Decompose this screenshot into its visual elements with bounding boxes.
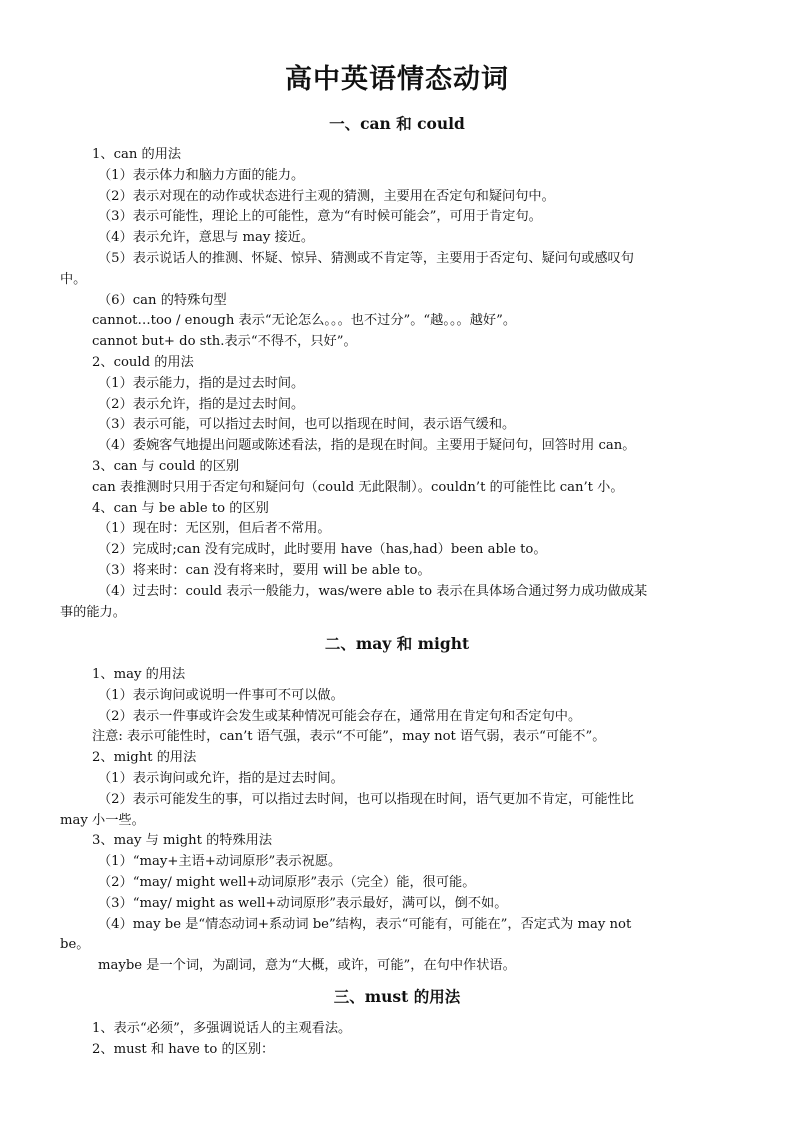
text-line: 3、can 与 could 的区别 <box>92 459 240 474</box>
text-line: 2、could 的用法 <box>92 355 194 370</box>
text-line: 4、can 与 be able to 的区别 <box>92 501 269 516</box>
text-line: cannot…too / enough 表示“无论怎么。。。也不过分”。“越。。。越好”。 <box>92 313 517 328</box>
document-title: 高中英语情态动词 <box>285 64 509 95</box>
section-heading-can-could: 一、can 和 could <box>329 114 465 133</box>
text-line: （4）委婉客气地提出问题或陈述看法，指的是现在时间。主要用于疑问句，回答时用 can。 <box>98 438 636 453</box>
text-line: （2）“may/ might well+动词原形”表示（完全）能，很可能。 <box>98 875 476 890</box>
section-heading-may-might: 二、may 和 might <box>324 634 470 653</box>
section-heading-must: 三、must 的用法 <box>333 987 461 1006</box>
text-line: （2）表示可能发生的事，可以指过去时间，也可以指现在时间，语气更加不肯定，可能性比 <box>98 792 634 807</box>
text-line: （1）“may+主语+动词原形”表示祝愿。 <box>98 854 342 869</box>
text-line: （5）表示说话人的推测、怀疑、惊异、猜测或不肯定等，主要用于否定句、疑问句或感叹句 <box>98 251 634 266</box>
text-line: （4）表示允许，意思与 may 接近。 <box>98 230 315 245</box>
text-line: （3）表示可能，可以指过去时间，也可以指现在时间，表示语气缓和。 <box>98 417 516 432</box>
text-line: may 小一些。 <box>60 813 145 828</box>
text-line: （1）现在时：无区别，但后者不常用。 <box>98 521 331 536</box>
text-line: （2）表示允许，指的是过去时间。 <box>98 397 305 412</box>
text-line: （2）完成时;can 没有完成时，此时要用 have（has,had）been able to。 <box>98 542 547 557</box>
text-line: （4）may be 是“情态动词+系动词 be”结构，表示“可能有，可能在”，否定式为 may not <box>98 917 632 932</box>
text-line: （1）表示能力，指的是过去时间。 <box>98 376 305 391</box>
text-line: （2）表示一件事或许会发生或某种情况可能会存在，通常用在肯定句和否定句中。 <box>98 709 582 724</box>
text-line: （2）表示对现在的动作或状态进行主观的猜测，主要用在否定句和疑问句中。 <box>98 189 555 204</box>
text-line: （1）表示询问或允许，指的是过去时间。 <box>98 771 344 786</box>
text-line: 1、表示“必须”，多强调说话人的主观看法。 <box>92 1021 352 1036</box>
text-line: 2、must 和 have to 的区别： <box>92 1042 275 1057</box>
text-line: can 表推测时只用于否定句和疑问句（could 无此限制）。couldn’t 的可能性比 can’t 小。 <box>92 480 624 495</box>
text-line: （6）can 的特殊句型 <box>98 293 227 308</box>
text-line: cannot but+ do sth.表示“不得不，只好”。 <box>92 334 357 349</box>
text-line: 事的能力。 <box>60 605 126 620</box>
text-line: 1、can 的用法 <box>92 147 182 162</box>
text-line: 2、might 的用法 <box>92 750 197 765</box>
text-line: （1）表示体力和脑力方面的能力。 <box>98 168 305 183</box>
text-line: maybe 是一个词，为副词，意为“大概，或许，可能”，在句中作状语。 <box>98 958 516 973</box>
text-line: （3）将来时：can 没有将来时，要用 will be able to。 <box>98 563 431 578</box>
text-line: （1）表示询问或说明一件事可不可以做。 <box>98 688 344 703</box>
text-line: （3）表示可能性，理论上的可能性，意为“有时候可能会”，可用于肯定句。 <box>98 209 542 224</box>
text-line: 3、may 与 might 的特殊用法 <box>92 833 273 848</box>
text-line: （3）“may/ might as well+动词原形”表示最好，满可以，倒不如。 <box>98 896 508 911</box>
text-line: be。 <box>60 937 90 952</box>
text-line: 注意: 表示可能性时，can’t 语气强，表示“不可能”，may not 语气弱，表示“可能不”。 <box>92 729 606 744</box>
text-line: （4）过去时：could 表示一般能力，was/were able to 表示在具体场合通过努力成功做成某 <box>98 584 648 599</box>
text-line: 1、may 的用法 <box>92 667 186 682</box>
text-line: 中。 <box>60 272 87 287</box>
